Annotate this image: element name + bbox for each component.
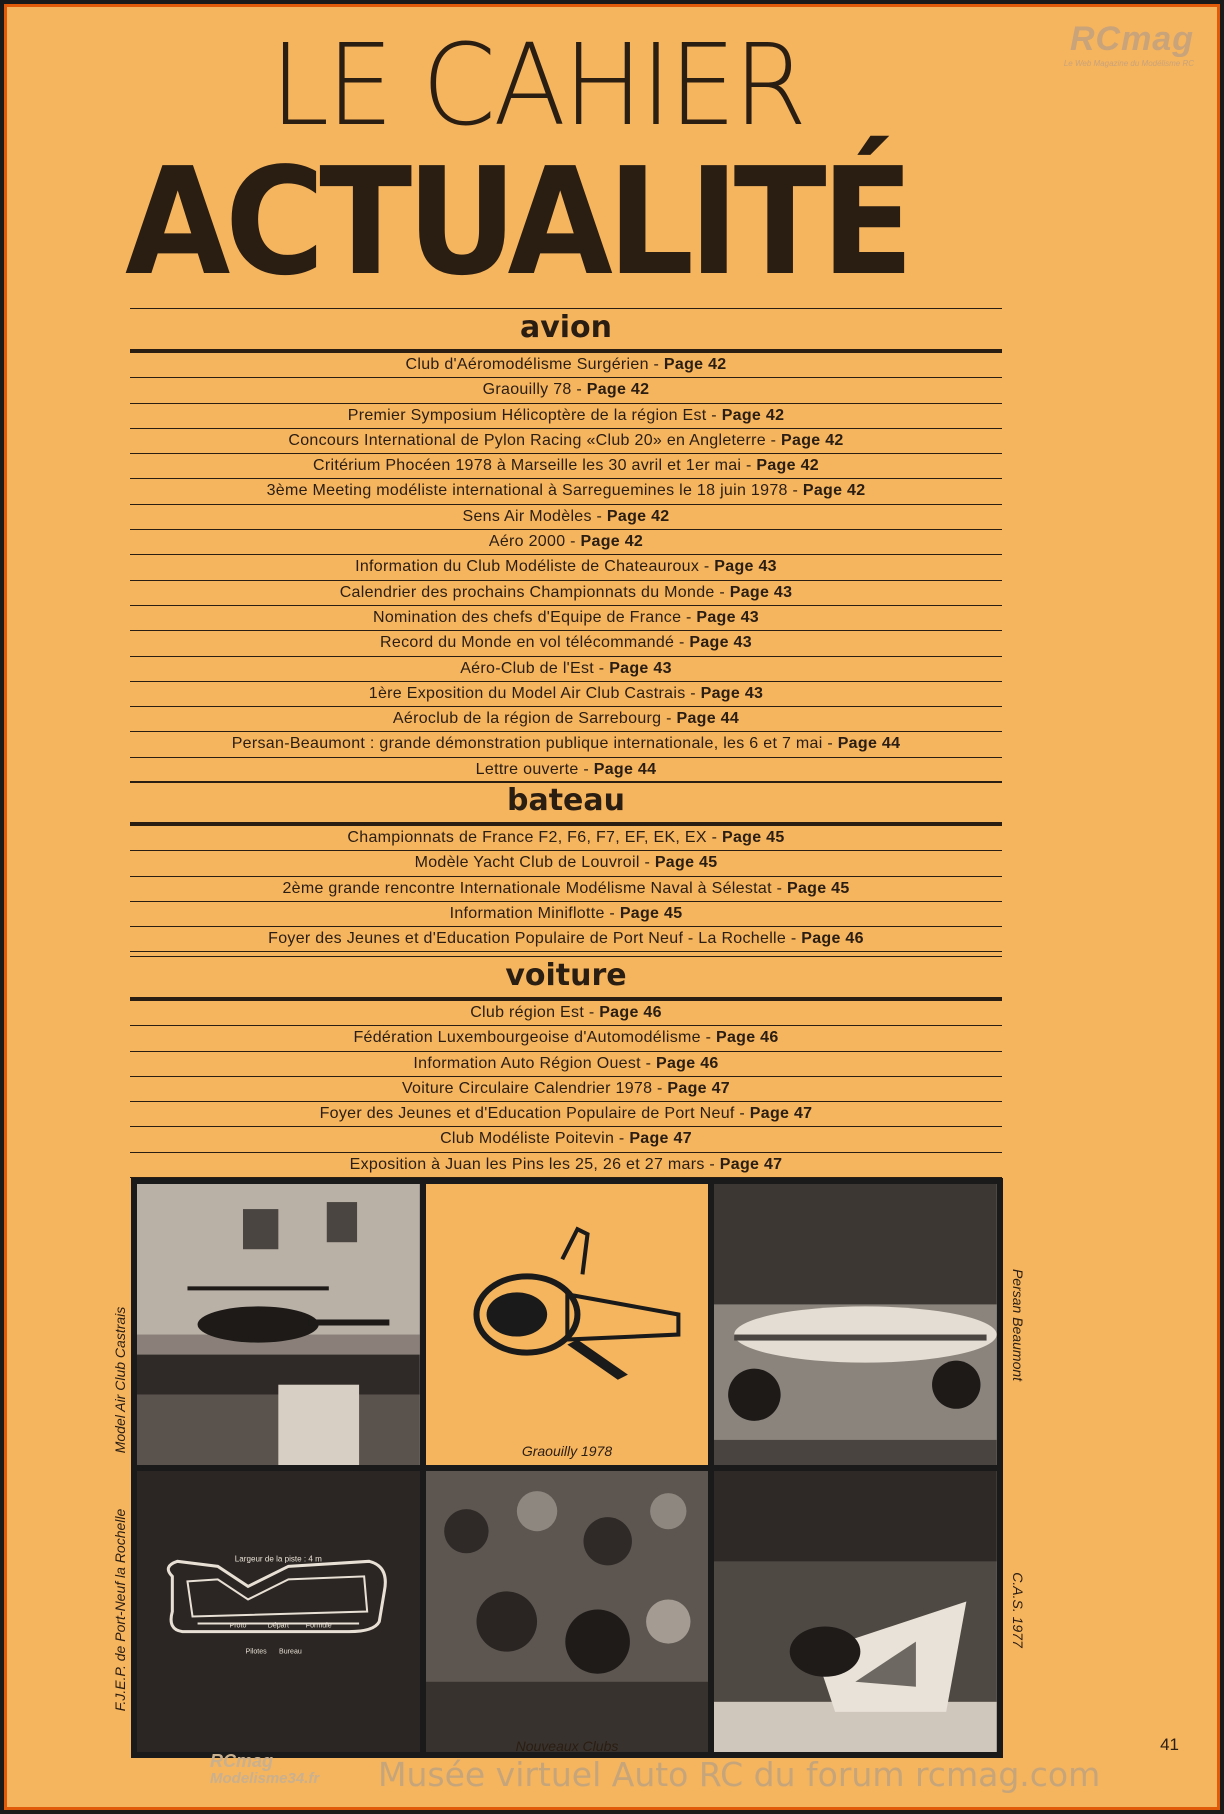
toc-entry: Championnats de France F2, F6, F7, EF, EK, EX - Page 45: [130, 826, 1002, 851]
toc-entry-title: Information Auto Région Ouest: [413, 1054, 641, 1072]
toc-entry: Premier Symposium Hélicoptère de la région Est - Page 42: [130, 404, 1002, 429]
toc-entry-page: Page 42: [756, 457, 819, 475]
toc-entry-page: Page 42: [606, 507, 670, 525]
toc-entry: Persan-Beaumont : grande démonstration publique internationale, les 6 et 7 mai - Page 44: [130, 732, 1002, 757]
toc-entry-title: Concours International de Pylon Racing «Club 20» en Angleterre: [288, 431, 766, 449]
toc-entry-title: 1ère Exposition du Model Air Club Castrais: [368, 684, 686, 702]
toc-entry-page: Page 46: [715, 1029, 779, 1047]
toc-entry-page: Page 43: [714, 558, 777, 576]
caption-cas: C.A.S. 1977: [1010, 1572, 1026, 1648]
track-bureau-label: Bureau: [279, 1648, 302, 1656]
toc-entry-title: Foyer des Jeunes et d'Education Populaire de Port Neuf - La Rochelle: [268, 930, 787, 948]
track-diagram-image: [137, 1471, 420, 1752]
toc-entry-page: Page 44: [676, 710, 740, 728]
caption-fjep: F.J.E.P. de Port-Neuf la Rochelle: [112, 1508, 128, 1712]
watermark-bottom-brand: RCmag: [210, 1751, 274, 1771]
toc-entry-page: Page 45: [721, 829, 785, 846]
toc-entry: Foyer des Jeunes et d'Education Populaire de Port Neuf - Page 47: [130, 1102, 1002, 1127]
toc-entry-title: Lettre ouverte: [475, 760, 579, 778]
section-heading: avion: [130, 308, 1002, 353]
toc-entry-title: Aéro-Club de l'Est: [460, 659, 595, 677]
track-formule-label: Formule: [305, 1622, 332, 1630]
toc-entry: 3ème Meeting modéliste international à Sarreguemines le 18 juin 1978 - Page 42: [130, 479, 1002, 504]
toc-entry-title: Aéro 2000: [488, 533, 566, 551]
toc-entry: Sens Air Modèles - Page 42: [130, 505, 1002, 530]
toc-entry-title: Calendrier des prochains Championnats du Monde: [339, 583, 715, 601]
toc-entry: Information du Club Modéliste de Chateauroux - Page 43: [130, 555, 1002, 580]
toc-entry-page: Page 42: [580, 533, 644, 551]
toc-entry-page: Page 47: [667, 1079, 731, 1097]
toc-entry-page: Page 47: [749, 1105, 813, 1123]
toc-entry-page: Page 45: [654, 854, 718, 872]
toc-entry: Information Auto Région Ouest - Page 46: [130, 1052, 1002, 1077]
toc-entry: Lettre ouverte - Page 44: [130, 758, 1002, 783]
toc-entry: Critérium Phocéen 1978 à Marseille les 30 avril et 1er mai - Page 42: [130, 454, 1002, 479]
toc-entry-page: Page 43: [729, 583, 793, 601]
toc-entry-title: Nomination des chefs d'Equipe de France: [373, 608, 682, 626]
toc-entry-page: Page 42: [802, 482, 866, 500]
toc-entry: Calendrier des prochains Championnats du Monde - Page 43: [130, 581, 1002, 606]
track-depart-label: Départ: [267, 1622, 289, 1630]
toc-entry: Voiture Circulaire Calendrier 1978 - Page 47: [130, 1077, 1002, 1102]
title-line2: ACTUALITÉ: [125, 136, 909, 308]
toc-entry-title: Information du Club Modéliste de Chateauroux: [355, 558, 700, 576]
toc-entry-page: Page 45: [619, 904, 683, 922]
watermark-brand: RCmag: [1069, 20, 1194, 58]
photo-crowd: [426, 1471, 709, 1752]
photo-track-diagram: [137, 1471, 420, 1752]
toc-entry-title: Club d'Aéromodélisme Surgérien: [405, 356, 649, 373]
toc-entry: Information Miniflotte - Page 45: [130, 902, 1002, 927]
watermark-bottom-site: Modelisme34.fr: [210, 1769, 320, 1787]
toc-entry-page: Page 45: [786, 879, 850, 897]
toc-entry-title: Club région Est: [470, 1004, 585, 1021]
toc-entry: Aéroclub de la région de Sarrebourg - Page 44: [130, 707, 1002, 732]
toc-entry-page: Page 42: [781, 431, 844, 449]
photo-helicopter: [137, 1184, 420, 1465]
toc-entry-page: Page 46: [599, 1004, 662, 1021]
section-voiture: [130, 956, 1002, 1178]
toc-entry-title: Voiture Circulaire Calendrier 1978: [401, 1079, 653, 1097]
toc-entry-page: Page 43: [689, 634, 752, 652]
caption-nouveaux-clubs: Nouveaux Clubs: [515, 1738, 619, 1752]
toc-entry: Aéro-Club de l'Est - Page 43: [130, 657, 1002, 682]
toc-entry-page: Page 42: [586, 381, 650, 399]
rcmag-watermark-top: [1064, 20, 1194, 68]
boat-model-image: [714, 1471, 997, 1752]
track-pilotes-label: Pilotes: [245, 1648, 267, 1656]
toc-entry: Aéro 2000 - Page 42: [130, 530, 1002, 555]
museum-watermark: Musée virtuel Auto RC du forum rcmag.com: [378, 1755, 1101, 1794]
toc-entry-title: Foyer des Jeunes et d'Education Populaire de Port Neuf: [319, 1105, 735, 1123]
section-heading: bateau: [130, 781, 1002, 826]
caption-persan-beaumont: Persan Beaumont: [1010, 1268, 1026, 1382]
track-width-label: Largeur de la piste : 4 m: [234, 1554, 322, 1564]
toc-entry-title: Modèle Yacht Club de Louvroil: [414, 854, 640, 872]
toc-entry-title: Record du Monde en vol télécommandé: [380, 634, 675, 652]
toc-entry: Exposition à Juan les Pins les 25, 26 et 27 mars - Page 47: [130, 1153, 1002, 1178]
toc-entry-title: Information Miniflotte: [449, 904, 605, 922]
toc-entry-page: Page 44: [837, 735, 901, 753]
toc-entry-title: Graouilly 78: [482, 381, 572, 399]
toc-entry-page: Page 46: [801, 930, 864, 948]
toc-entry: 2ème grande rencontre Internationale Modélisme Naval à Sélestat - Page 45: [130, 877, 1002, 902]
crowd-image: [426, 1471, 709, 1752]
toc-entry-title: Club Modéliste Poitevin: [440, 1130, 615, 1148]
toc-entry-title: Championnats de France F2, F6, F7, EF, EK, EX: [347, 829, 707, 846]
plane-drawing-image: [426, 1184, 709, 1465]
caption-graouilly: Graouilly 1978: [521, 1443, 613, 1459]
toc-entry: Concours International de Pylon Racing «Club 20» en Angleterre - Page 42: [130, 429, 1002, 454]
caption-model-air-club: Model Air Club Castrais: [112, 1306, 128, 1454]
toc-entry-page: Page 43: [696, 608, 759, 626]
toc-entry-title: Persan-Beaumont : grande démonstration publique internationale, les 6 et 7 mai: [231, 735, 823, 753]
toc-entry-title: Premier Symposium Hélicoptère de la région Est: [347, 406, 707, 424]
toc-entry-page: Page 47: [719, 1155, 783, 1173]
toc-entry-page: Page 44: [593, 760, 657, 778]
section-bateau: [130, 781, 1002, 952]
airliner-image: [714, 1184, 997, 1465]
watermark-tagline: Le Web Magazine du Modélisme RC: [1063, 59, 1194, 68]
toc-entry: Modèle Yacht Club de Louvroil - Page 45: [130, 851, 1002, 876]
toc-entry-page: Page 42: [721, 406, 785, 424]
toc-entry-title: Fédération Luxembourgeoise d'Automodélisme: [353, 1029, 701, 1047]
track-proto-label: Proto: [229, 1622, 247, 1630]
toc-entry-page: Page 43: [609, 659, 672, 677]
title-line1: LE CAHIER: [270, 21, 805, 151]
photo-airliner: [714, 1184, 997, 1465]
toc-entry-title: 2ème grande rencontre Internationale Modélisme Naval à Sélestat: [282, 879, 772, 897]
toc-entry: Foyer des Jeunes et d'Education Populaire de Port Neuf - La Rochelle - Page 46: [130, 927, 1002, 952]
helicopter-image: [137, 1184, 420, 1465]
toc-entry: Club Modéliste Poitevin - Page 47: [130, 1127, 1002, 1152]
photo-grid: [131, 1178, 1003, 1758]
toc-entry-title: Exposition à Juan les Pins les 25, 26 et 27 mars: [349, 1155, 705, 1173]
toc-entry-page: Page 47: [629, 1130, 692, 1148]
toc-entry-title: 3ème Meeting modéliste international à Sarreguemines le 18 juin 1978: [266, 482, 788, 500]
page-number: 41: [1160, 1735, 1179, 1754]
toc-entry: Fédération Luxembourgeoise d'Automodélisme - Page 46: [130, 1026, 1002, 1051]
toc-entry: Graouilly 78 - Page 42: [130, 378, 1002, 403]
toc-entry-page: Page 46: [656, 1054, 719, 1072]
toc-entry-title: Critérium Phocéen 1978 à Marseille les 30 avril et 1er mai: [313, 457, 742, 475]
toc-entry-page: Page 42: [663, 356, 727, 373]
rcmag-watermark-bottom: [210, 1752, 319, 1787]
section-avion: [130, 308, 1002, 783]
photo-plane-drawing: [426, 1184, 709, 1465]
toc-entry: Club région Est - Page 46: [130, 1001, 1002, 1026]
toc-entry-title: Sens Air Modèles: [462, 507, 592, 525]
toc-entry: Record du Monde en vol télécommandé - Page 43: [130, 631, 1002, 656]
toc-entry-page: Page 43: [700, 684, 764, 702]
section-heading: voiture: [130, 956, 1002, 1001]
toc-entry: Club d'Aéromodélisme Surgérien - Page 42: [130, 353, 1002, 378]
toc-entry: 1ère Exposition du Model Air Club Castrais - Page 43: [130, 682, 1002, 707]
toc-entry-title: Aéroclub de la région de Sarrebourg: [392, 710, 662, 728]
photo-boat-model: [714, 1471, 997, 1752]
toc-entry: Nomination des chefs d'Equipe de France - Page 43: [130, 606, 1002, 631]
